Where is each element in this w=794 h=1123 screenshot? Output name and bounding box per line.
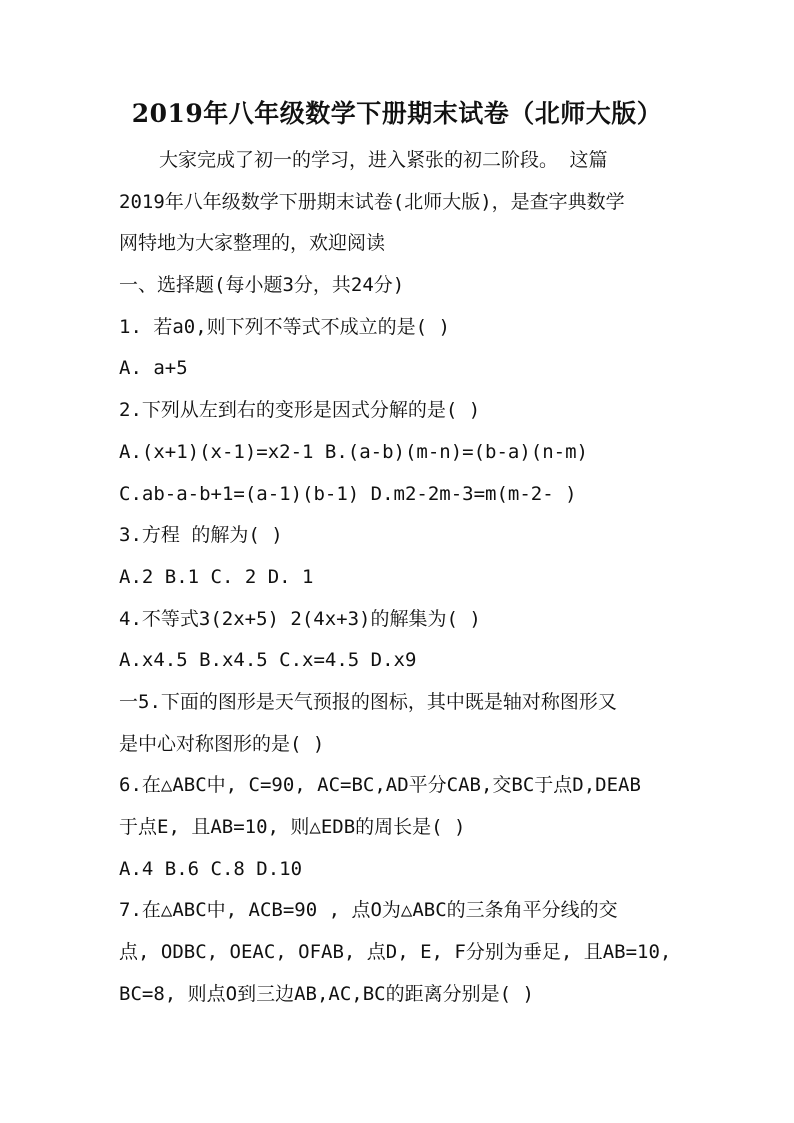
question-7-line-3: BC=8, 则点O到三边AB,AC,BC的距离分别是( ) (119, 982, 534, 1005)
question-3: 3.方程 的解为( ) (119, 524, 283, 547)
question-6-line-2: 于点E, 且AB=10, 则△EDB的周长是( ) (119, 816, 466, 838)
question-2: 2.下列从左到右的变形是因式分解的是( ) (119, 399, 481, 422)
section-heading: 一、选择题(每小题3分，共24分) (119, 274, 405, 297)
question-4-options: A.x4.5 B.x4.5 C.x=4.5 D.x9 (119, 649, 417, 672)
question-2-options-cd: C.ab-a-b+1=(a-1)(b-1) D.m2-2m-3=m(m-2- ) (119, 482, 577, 505)
question-3-options: A.2 B.1 C. 2 D. 1 (119, 565, 314, 588)
question-6-line-1: 6.在△ABC中, C=90, AC=BC,AD平分CAB,交BC于点D,DEAB (119, 774, 641, 797)
question-5-line-2: 是中心对称图形的是( ) (119, 732, 325, 755)
question-7-line-1: 7.在△ABC中, ACB=90 , 点O为△ABC的三条角平分线的交 (119, 899, 618, 922)
document-title: 2019年八年级数学下册期末试卷（北师大版） (131, 99, 663, 128)
question-4: 4.不等式3(2x+5) 2(4x+3)的解集为( ) (119, 607, 481, 630)
intro-line-1: 大家完成了初一的学习，进入紧张的初二阶段。 这篇 (159, 149, 608, 171)
intro-line-2: 2019年八年级数学下册期末试卷(北师大版)，是查字典数学 (119, 190, 625, 213)
intro-line-3: 网特地为大家整理的，欢迎阅读 (119, 232, 386, 255)
question-6-options: A.4 B.6 C.8 D.10 (119, 857, 303, 880)
question-1: 1. 若a0,则下列不等式不成立的是( ) (119, 315, 450, 338)
question-7-line-2: 点, ODBC, OEAC, OFAB, 点D, E, F分别为垂足, 且AB=10, (119, 941, 672, 964)
question-5-line-1: 一5.下面的图形是天气预报的图标，其中既是轴对称图形又 (119, 690, 617, 713)
document-body (119, 140, 679, 1015)
question-1-options: A. a+5 (119, 357, 188, 380)
question-2-options-ab: A.(x+1)(x-1)=x2-1 B.(a-b)(m-n)=(b-a)(n-m) (119, 440, 588, 463)
